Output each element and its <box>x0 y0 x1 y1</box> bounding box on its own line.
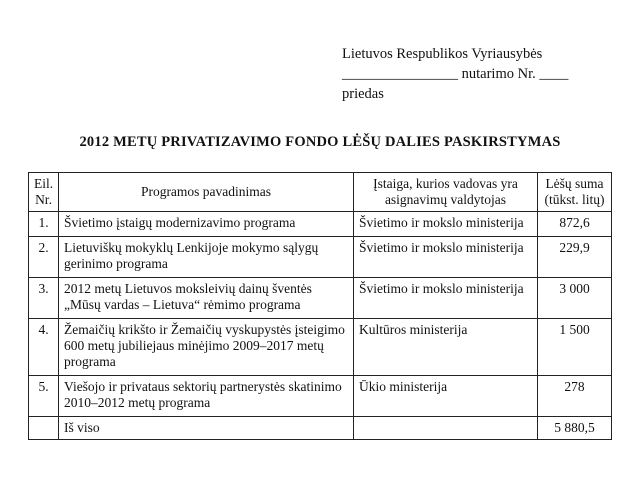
total-sum-value: 5 880,5 <box>538 417 612 440</box>
table-row <box>29 319 612 376</box>
institution-name: Švietimo ir mokslo ministerija <box>354 278 538 319</box>
header-government-line: Lietuvos Respublikos Vyriausybės <box>342 46 543 62</box>
program-name: Lietuviškų mokyklų Lenkijoje mokymo sąlygų gerinimo programa <box>59 237 354 278</box>
row-number: 4. <box>29 319 59 376</box>
column-header-sum: Lėšų suma (tūkst. litų) <box>538 173 612 212</box>
header-annex-line: priedas <box>342 86 384 102</box>
total-label: Iš viso <box>59 417 354 440</box>
institution-name: Ūkio ministerija <box>354 376 538 417</box>
document-header <box>342 44 568 104</box>
sum-value: 3 000 <box>538 278 612 319</box>
row-number: 5. <box>29 376 59 417</box>
table-row <box>29 212 612 237</box>
sum-value: 872,6 <box>538 212 612 237</box>
table-row <box>29 278 612 319</box>
table-header-row <box>29 173 612 212</box>
institution-name: Švietimo ir mokslo ministerija <box>354 212 538 237</box>
program-name: Švietimo įstaigų modernizavimo programa <box>59 212 354 237</box>
program-name: Viešojo ir privataus sektorių partnerystės skatinimo 2010–2012 metų programa <box>59 376 354 417</box>
allocation-table <box>28 172 612 440</box>
program-name: Žemaičių krikšto ir Žemaičių vyskupystės įsteigimo 600 metų jubiliejaus minėjimo 2009–2017 metų programa <box>59 319 354 376</box>
sum-value: 229,9 <box>538 237 612 278</box>
table-row <box>29 376 612 417</box>
table-total-row <box>29 417 612 440</box>
sum-value: 278 <box>538 376 612 417</box>
table-row <box>29 237 612 278</box>
row-number: 1. <box>29 212 59 237</box>
column-header-institution: Įstaiga, kurios vadovas yra asignavimų valdytojas <box>354 173 538 212</box>
total-empty-cell <box>354 417 538 440</box>
column-header-program: Programos pavadinimas <box>59 173 354 212</box>
institution-name: Švietimo ir mokslo ministerija <box>354 237 538 278</box>
row-number: 3. <box>29 278 59 319</box>
document-title: 2012 METŲ PRIVATIZAVIMO FONDO LĖŠŲ DALIES PASKIRSTYMAS <box>79 134 561 150</box>
header-resolution-line: ________________ nutarimo Nr. ____ <box>342 66 569 82</box>
row-number: 2. <box>29 237 59 278</box>
institution-name: Kultūros ministerija <box>354 319 538 376</box>
sum-value: 1 500 <box>538 319 612 376</box>
program-name: 2012 metų Lietuvos moksleivių dainų šventės „Mūsų vardas – Lietuva“ rėmimo programa <box>59 278 354 319</box>
column-header-nr: Eil. Nr. <box>29 173 59 212</box>
total-empty-cell <box>29 417 59 440</box>
